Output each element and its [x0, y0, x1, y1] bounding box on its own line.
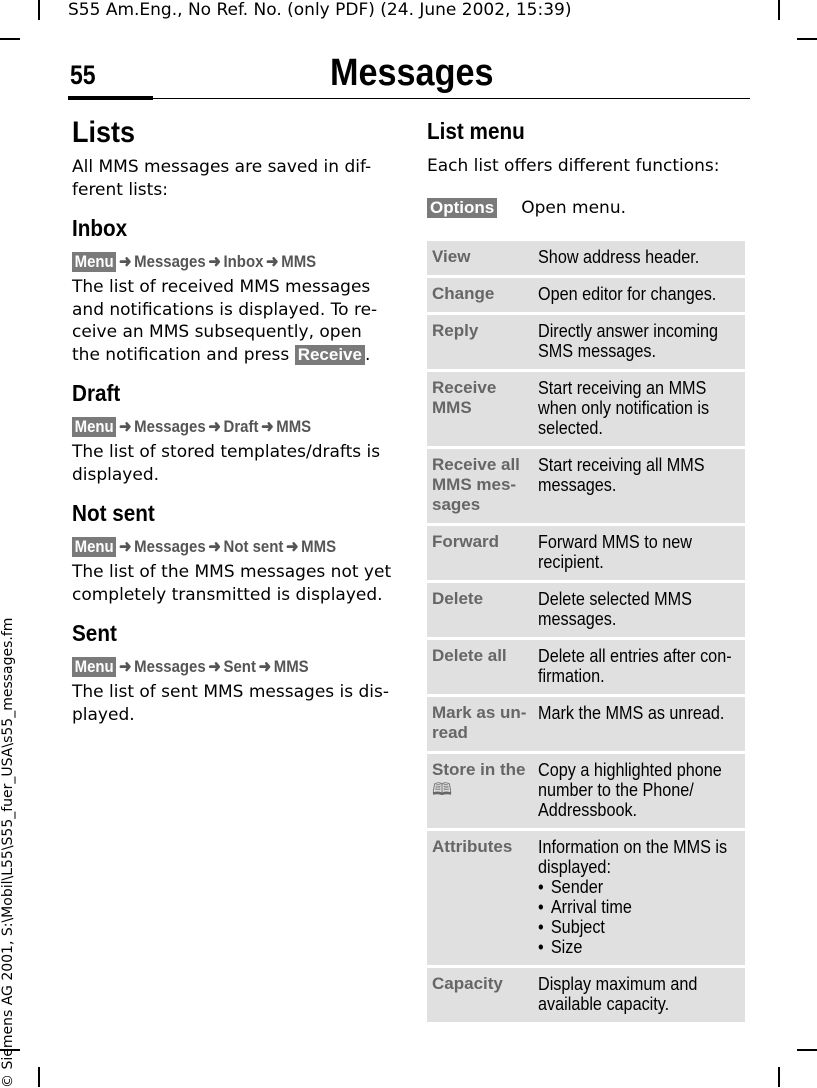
crop-mark — [778, 0, 780, 20]
crop-mark — [38, 0, 40, 20]
menu-key-label: View — [432, 247, 471, 266]
list-menu-intro: Each list offers different functions: — [427, 156, 720, 176]
menu-description — [533, 640, 745, 694]
receive-softkey[interactable]: Receive — [295, 345, 365, 365]
arrow-icon: ➜ — [266, 252, 279, 271]
menu-softkey[interactable]: Menu — [72, 252, 116, 272]
menu-description-text — [538, 455, 739, 495]
page-title: Messages — [330, 52, 494, 94]
arrow-icon: ➜ — [208, 252, 221, 271]
path-step: Messages — [134, 252, 206, 271]
menu-key — [427, 449, 533, 523]
page-number: 55 — [70, 60, 96, 90]
description-line: Mark the MMS as unread. — [538, 703, 725, 723]
section-heading: Lists — [72, 116, 136, 149]
menu-key — [427, 640, 533, 694]
section-text-end: . — [364, 344, 371, 365]
menu-key-label: Receive MMS — [432, 378, 497, 417]
description-line: Information on the MMS is displayed: — [538, 837, 728, 877]
menu-description-text — [538, 284, 739, 304]
menu-description — [533, 449, 745, 523]
menu-softkey[interactable]: Menu — [72, 537, 116, 557]
path-step: Not sent — [223, 537, 284, 556]
arrow-icon: ➜ — [261, 417, 274, 436]
left-column — [72, 116, 394, 726]
right-column — [427, 118, 745, 218]
path-step: Draft — [223, 417, 259, 436]
menu-row — [427, 583, 745, 637]
menu-key-label: Delete all — [432, 646, 507, 665]
menu-description-text — [538, 837, 739, 957]
path-step: MMS — [273, 657, 309, 676]
intro-text: All MMS messages are saved in dif-ferent lists: — [72, 157, 372, 200]
crop-mark — [797, 1049, 817, 1051]
path-step: Inbox — [223, 252, 264, 271]
bullet-item: • Arrival time — [538, 897, 739, 917]
description-line: Forward MMS to new recipient. — [538, 532, 692, 572]
path-step: Messages — [134, 537, 206, 556]
menu-description — [533, 583, 745, 637]
menu-key — [427, 278, 533, 312]
menu-description — [533, 831, 745, 965]
menu-path — [72, 252, 355, 272]
subsection-heading: Sent — [72, 620, 117, 646]
path-step: Messages — [134, 657, 206, 676]
menu-key — [427, 754, 533, 828]
path-step: Messages — [134, 417, 206, 436]
crop-mark — [778, 1067, 780, 1087]
description-line: Delete all entries after con-firmation. — [538, 646, 732, 686]
section-text — [72, 681, 394, 726]
menu-row — [427, 278, 745, 312]
arrow-icon: ➜ — [208, 417, 221, 436]
menu-description — [533, 526, 745, 580]
arrow-icon: ➜ — [285, 537, 299, 556]
menu-key — [427, 831, 533, 965]
menu-row — [427, 697, 745, 751]
menu-key-label: Forward — [432, 532, 500, 551]
menu-key — [427, 315, 533, 369]
section-text-body: The list of received MMS messages and notifications is displayed. To re-ceive an MMS subsequently, open the notification and press — [72, 277, 378, 365]
path-step: MMS — [301, 537, 337, 556]
arrow-icon: ➜ — [258, 657, 272, 676]
menu-description — [533, 241, 745, 275]
menu-path — [72, 417, 355, 437]
menu-description-text — [538, 974, 739, 1014]
menu-row — [427, 640, 745, 694]
menu-softkey[interactable]: Menu — [72, 417, 116, 437]
menu-description — [533, 697, 745, 751]
bullet-list — [538, 877, 739, 957]
section-text-body: The list of sent MMS messages is dis-played. — [72, 682, 390, 725]
menu-description-text — [538, 378, 739, 438]
menu-description-text — [538, 247, 739, 267]
options-softkey[interactable]: Options — [427, 198, 497, 218]
crop-mark — [0, 38, 20, 40]
bullet-item: • Size — [538, 937, 739, 957]
menu-row — [427, 831, 745, 965]
menu-key-label: Reply — [432, 321, 479, 340]
menu-path — [72, 537, 355, 557]
description-line: Start receiving all MMS messages. — [538, 455, 705, 495]
arrow-icon: ➜ — [208, 537, 221, 556]
menu-key-label: Change — [432, 284, 495, 303]
subsection-heading: Draft — [72, 380, 121, 406]
description-line: Open editor for changes. — [538, 284, 717, 304]
description-line: Delete selected MMS messages. — [538, 589, 692, 629]
description-line: Show address header. — [538, 247, 700, 267]
phonebook-icon: 🕮 — [432, 780, 453, 799]
menu-description-text — [538, 589, 739, 629]
menu-row — [427, 968, 745, 1022]
side-copyright: © Siemens AG 2001, S:\Mobil\L55\S55_fuer_USA\s55_messages.fm — [0, 617, 16, 1088]
bullet-item: • Sender — [538, 877, 739, 897]
subsection-heading: Not sent — [72, 500, 155, 526]
menu-key-label: Receive all MMS mes-sages — [432, 455, 520, 514]
menu-description-text — [538, 646, 739, 686]
description-line: Copy a highlighted phone number to the Phone/ Addressbook. — [538, 760, 722, 820]
list-menu-table — [427, 238, 745, 1025]
list-menu-heading: List menu — [427, 118, 525, 144]
menu-description-text — [538, 532, 739, 572]
options-description: Open menu. — [521, 197, 626, 218]
header-rule-accent — [68, 96, 153, 100]
menu-description-text — [538, 321, 739, 361]
bullet-item: • Subject — [538, 917, 739, 937]
running-header: S55 Am.Eng., No Ref. No. (only PDF) (24. June 2002, 15:39) — [68, 0, 572, 20]
menu-key — [427, 697, 533, 751]
menu-row — [427, 449, 745, 523]
section-text — [72, 561, 394, 606]
menu-path — [72, 657, 355, 677]
menu-description — [533, 315, 745, 369]
menu-key — [427, 968, 533, 1022]
description-line: Display maximum and available capacity. — [538, 974, 698, 1014]
menu-key-label: Capacity — [432, 974, 503, 993]
menu-key-label: Mark as un-read — [432, 703, 527, 742]
arrow-icon: ➜ — [118, 537, 132, 556]
menu-description — [533, 372, 745, 446]
path-step: Sent — [223, 657, 256, 676]
menu-row — [427, 754, 745, 828]
menu-key — [427, 526, 533, 580]
menu-description-text — [538, 760, 739, 820]
crop-mark — [38, 1067, 40, 1087]
arrow-icon: ➜ — [118, 252, 132, 271]
section-text — [72, 441, 394, 486]
header-rule — [68, 98, 750, 99]
menu-key — [427, 372, 533, 446]
menu-key-label: Store in the — [432, 760, 526, 779]
menu-row — [427, 241, 745, 275]
arrow-icon: ➜ — [118, 417, 132, 436]
menu-description — [533, 754, 745, 828]
menu-description — [533, 968, 745, 1022]
path-step: MMS — [276, 417, 312, 436]
subsection-heading: Inbox — [72, 215, 128, 241]
section-text-body: The list of stored templates/drafts is displayed. — [72, 442, 381, 485]
description-line: Start receiving an MMS when only notification is selected. — [538, 378, 710, 438]
menu-key — [427, 583, 533, 637]
menu-description-text — [538, 703, 739, 723]
menu-key-label: Attributes — [432, 837, 513, 856]
menu-softkey[interactable]: Menu — [72, 657, 116, 677]
menu-key-label: Delete — [432, 589, 484, 608]
menu-key — [427, 241, 533, 275]
menu-row — [427, 315, 745, 369]
crop-mark — [797, 38, 817, 40]
menu-row — [427, 526, 745, 580]
path-step: MMS — [281, 252, 317, 271]
section-text-body: The list of the MMS messages not yet completely transmitted is displayed. — [72, 562, 392, 605]
description-line: Directly answer incoming SMS messages. — [538, 321, 719, 361]
menu-description — [533, 278, 745, 312]
arrow-icon: ➜ — [208, 657, 221, 676]
arrow-icon: ➜ — [118, 657, 132, 676]
section-text — [72, 276, 394, 366]
options-row — [427, 198, 745, 218]
menu-row — [427, 372, 745, 446]
